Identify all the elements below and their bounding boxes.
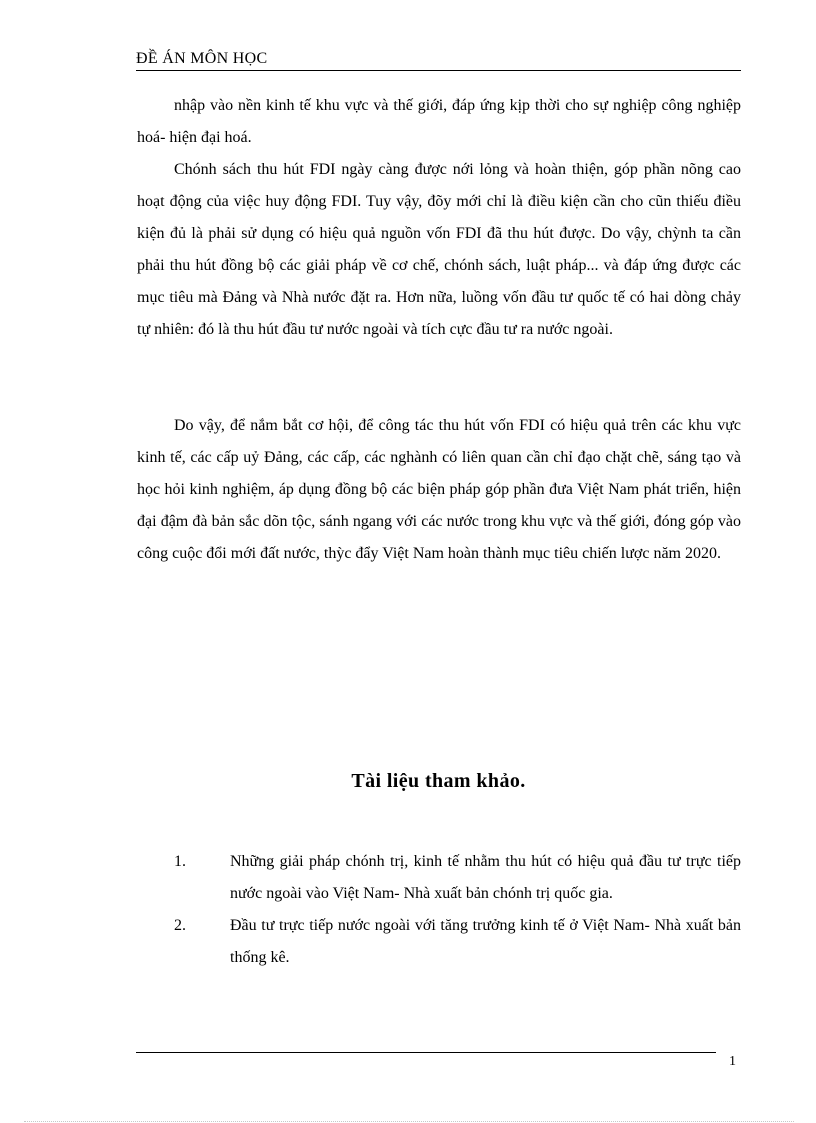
references-list — [136, 846, 741, 974]
reference-number: 2. — [174, 917, 186, 934]
document-header-title: ĐỀ ÁN MÔN HỌC — [136, 50, 268, 67]
body-paragraph-2: Chónh sách thu hút FDI ngày càng được nới lỏng và hoàn thiện, góp phần nõng cao hoạt động của việc huy động FDI. Tuy vậy, đõy mới chỉ là điều kiện cần cho cũn thiếu điều kiện đủ là phải sử dụng có hiệu quả nguồn vốn FDI đã thu hút được. Do vậy, chỳnh ta cần phải thu hút đồng bộ các giải pháp về cơ chế, chónh sách, luật pháp... và đáp ứng được các mục tiêu mà Đảng và Nhà nước đặt ra. Hơn nữa, luồng vốn đầu tư quốc tế có hai dòng chảy tự nhiên: đó là thu hút đầu tư nước ngoài và tích cực đầu tư ra nước ngoài. — [137, 161, 741, 338]
page-edge-divider — [24, 1121, 794, 1122]
page-number: 1 — [729, 1054, 736, 1069]
footer-divider — [136, 1052, 716, 1053]
reference-text: Những giải pháp chónh trị, kinh tế nhằm thu hút có hiệu quả đầu tư trực tiếp nước ngoài vào Việt Nam- Nhà xuất bản chónh trị quốc gia. — [230, 853, 741, 902]
reference-item-2 — [136, 910, 741, 974]
body-paragraph-1: nhập vào nền kinh tế khu vực và thế giới, đáp ứng kịp thời cho sự nghiệp công nghiệp hoá- hiện đại hoá. — [137, 97, 741, 146]
body-paragraph-3: Do vậy, để nắm bắt cơ hội, để công tác thu hút vốn FDI có hiệu quả trên các khu vực kinh tế, các cấp uỷ Đảng, các cấp, các nghành có liên quan cần chỉ đạo chặt chẽ, sáng tạo và học hỏi kinh nghiệm, áp dụng đồng bộ các biện pháp góp phần đưa Việt Nam phát triển, hiện đại đậm đà bản sắc dõn tộc, sánh ngang với các nước trong khu vực và thế giới, đóng góp vào công cuộc đổi mới đất nước, thỳc đẩy Việt Nam hoàn thành mục tiêu chiến lược năm 2020. — [137, 417, 741, 562]
reference-item-1 — [136, 846, 741, 910]
references-heading: Tài liệu tham khảo. — [351, 770, 526, 792]
reference-text: Đầu tư trực tiếp nước ngoài với tăng trưởng kinh tế ở Việt Nam- Nhà xuất bản thống kê. — [230, 917, 741, 966]
reference-number: 1. — [174, 853, 186, 870]
header-divider — [136, 70, 741, 71]
